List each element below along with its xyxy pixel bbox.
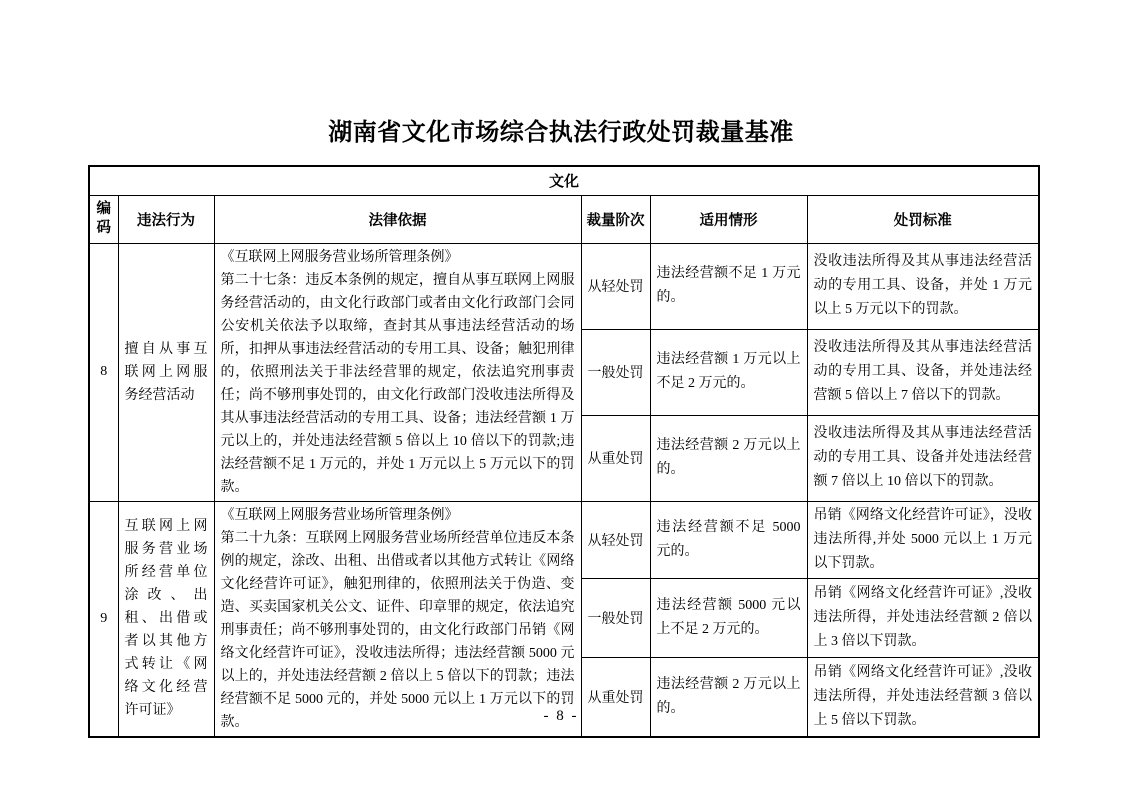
legal-basis-body: 第二十七条：违反本条例的规定，擅自从事互联网上网服务经营活动的，由文化行政部门或者由文化行政部门会同公安机关依法予以取缔，查封其从事违法经营活动的场所，扣押从事违法经营活动的专用工具、设备；触犯刑律的，依照刑法关于非法经营罪的规定，依法追究刑事责任；尚不够刑事处罚的，由文化行政部门没收违法所得及其从事违法经营活动的专用工具、设备；违法经营额 1 万元以上的，并处违法经营额 5 倍以上 10 倍以下的罚款;违法经营额不足 1 万元的，并处 1 万元以上 5 万元以下的罚款。 — [220, 272, 575, 495]
column-header-row — [89, 195, 1039, 243]
column-header-code: 编码 — [89, 195, 118, 243]
column-header-tier: 裁量阶次 — [581, 195, 650, 243]
situation-cell: 违法经营额 2 万元以上的。 — [650, 415, 807, 501]
situation-cell: 违法经营额 1 万元以上不足 2 万元的。 — [650, 329, 807, 415]
category-row — [89, 166, 1039, 195]
column-header-penalty: 处罚标准 — [807, 195, 1039, 243]
penalty-cell: 没收违法所得及其从事违法经营活动的专用工具、设备并处违法经营额 7 倍以上 10 倍以下的罚款。 — [807, 415, 1039, 501]
penalty-cell: 吊销《网络文化经营许可证》,没收违法所得，并处违法经营额 2 倍以上 3 倍以下罚款。 — [807, 579, 1039, 658]
table-row — [89, 501, 1039, 579]
column-header-situation: 适用情形 — [650, 195, 807, 243]
tier-level-cell: 从轻处罚 — [581, 501, 650, 579]
penalty-table — [88, 165, 1040, 738]
legal-basis-title: 《互联网上网服务营业场所管理条例》 — [220, 507, 459, 523]
code-cell: 9 — [89, 501, 118, 737]
penalty-cell: 吊销《网络文化经营许可证》，没收违法所得,并处 5000 元以上 1 万元以下罚款。 — [807, 501, 1039, 579]
situation-cell: 违法经营额 2 万元以上的。 — [650, 658, 807, 737]
tier-level-cell: 一般处罚 — [581, 329, 650, 415]
tier-level-cell: 从重处罚 — [581, 658, 650, 737]
violation-cell: 互联网上网服务营业场所经营单位涂改、出租、出借或者以其他方式转让《网络文化经营许可证》 — [118, 501, 214, 737]
column-header-legal-basis: 法律依据 — [214, 195, 581, 243]
table-category-header: 文化 — [89, 166, 1039, 195]
column-header-violation: 违法行为 — [118, 195, 214, 243]
table-row — [89, 243, 1039, 329]
penalty-cell: 没收违法所得及其从事违法经营活动的专用工具、设备，并处违法经营额 5 倍以上 7 倍以下的罚款。 — [807, 329, 1039, 415]
code-cell: 8 — [89, 243, 118, 501]
legal-basis-title: 《互联网上网服务营业场所管理条例》 — [220, 249, 459, 265]
tier-level-cell: 从轻处罚 — [581, 243, 650, 329]
penalty-cell: 吊销《网络文化经营许可证》,没收违法所得，并处违法经营额 3 倍以上 5 倍以下罚款。 — [807, 658, 1039, 737]
situation-cell: 违法经营额不足 5000 元的。 — [650, 501, 807, 579]
situation-cell: 违法经营额 5000 元以上不足 2 万元的。 — [650, 579, 807, 658]
legal-basis-body: 第二十九条：互联网上网服务营业场所经营单位违反本条例的规定，涂改、出租、出借或者以其他方式转让《网络文化经营许可证》，触犯刑律的，依照刑法关于伪造、变造、买卖国家机关公文、证件、印章罪的规定，依法追究刑事责任；尚不够刑事处罚的，由文化行政部门吊销《网络文化经营许可证》，没收违法所得；违法经营额 5000 元以上的，并处违法经营额 2 倍以上 5 倍以下的罚款；违法经营额不足 5000 元的，并处 5000 元以上 1 万元以下的罚款。 — [220, 530, 575, 730]
page-title: 湖南省文化市场综合执法行政处罚裁量基准 — [328, 119, 794, 146]
page-number: - 8 - — [543, 708, 579, 724]
tier-level-cell: 一般处罚 — [581, 579, 650, 658]
penalty-cell: 没收违法所得及其从事违法经营活动的专用工具、设备，并处 1 万元以上 5 万元以下的罚款。 — [807, 243, 1039, 329]
tier-level-cell: 从重处罚 — [581, 415, 650, 501]
legal-basis-cell — [214, 501, 581, 737]
legal-basis-cell — [214, 243, 581, 501]
situation-cell: 违法经营额不足 1 万元的。 — [650, 243, 807, 329]
violation-cell: 擅自从事互联网上网服务经营活动 — [118, 243, 214, 501]
